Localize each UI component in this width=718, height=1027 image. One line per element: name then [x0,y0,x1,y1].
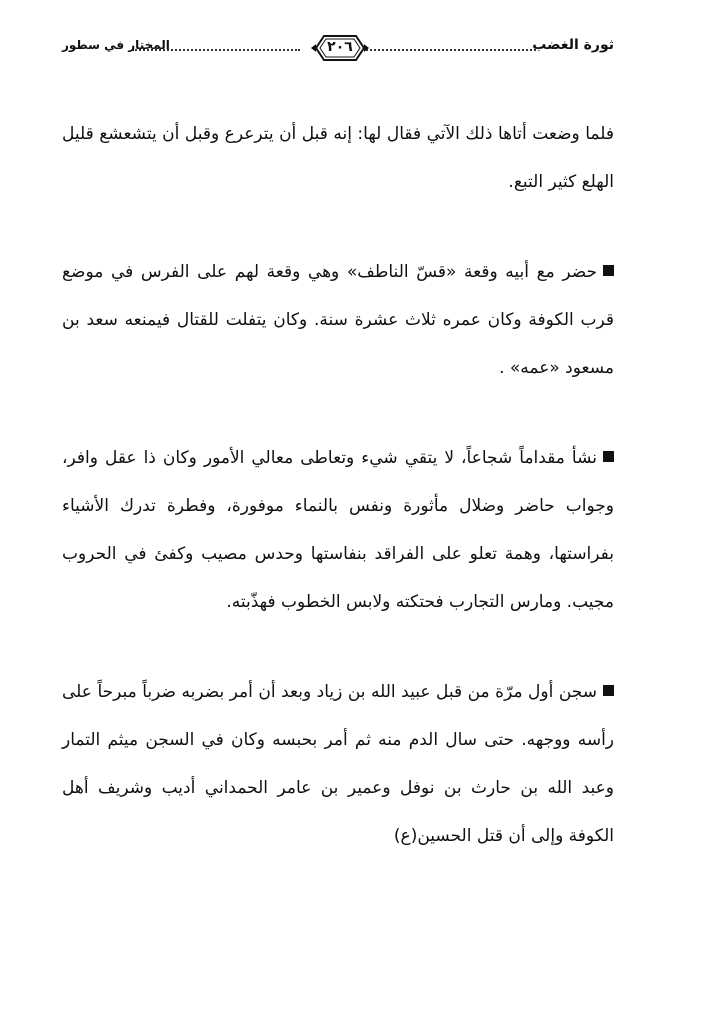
paragraph-text: فلما وضعت أتاها ذلك الآتي فقال لها: إنه قبل أن يترعرع وقبل أن يتشعشع قليل الهلع كثير التبع. [62,124,614,192]
paragraph-text: نشأ مقداماً شجاعاً، لا يتقي شيء وتعاطى معالي الأمور وكان ذا عقل وافر، وجواب حاضر وضلال مأثورة ونفس بالنماء موفورة، وفطرة تدرك الأشياء بفراستها، وهمة تعلو على الفراقد بنفاستها وحدس مصيب وكفئ في الحروب مجيب. ومارس التجارب فحتكته ولابس الخطوب فهذّبته. [62,448,614,612]
paragraph-text: حضر مع أبيه وقعة «قسّ الناطف» وهي وقعة لهم على الفرس في موضع قرب الكوفة وكان عمره ثلاث عشرة سنة. وكان يتفلت للقتال فيمنعه سعد بن مسعود «عمه» . [62,262,614,378]
paragraph [62,434,614,626]
page-header [62,30,614,66]
page-number-ornament [310,32,370,64]
book-subtitle: المختار في سطور [62,38,170,52]
square-bullet-icon [603,685,614,696]
paragraph-text: سجن أول مرّة من قبل عبيد الله بن زياد وبعد أن أمر بضربه ضرباً مبرحاً على رأسه ووجهه. حتى سال الدم منه ثم أمر بحبسه وكان في السجن ميثم التمار وعبد الله بن حارث بن نوفل وعمير بن عامر الحمداني أديب وشريف أهل الكوفة وإلى أن قتل الحسين(ع) [62,682,614,846]
paragraph [62,110,614,206]
page-body [62,110,614,902]
square-bullet-icon [603,265,614,276]
page-number: ٢٠٦ [327,39,353,55]
paragraph [62,668,614,860]
book-title: ثورة الغضب [532,37,614,53]
paragraph [62,248,614,392]
square-bullet-icon [603,451,614,462]
header-dotted-leader-right [366,49,536,51]
